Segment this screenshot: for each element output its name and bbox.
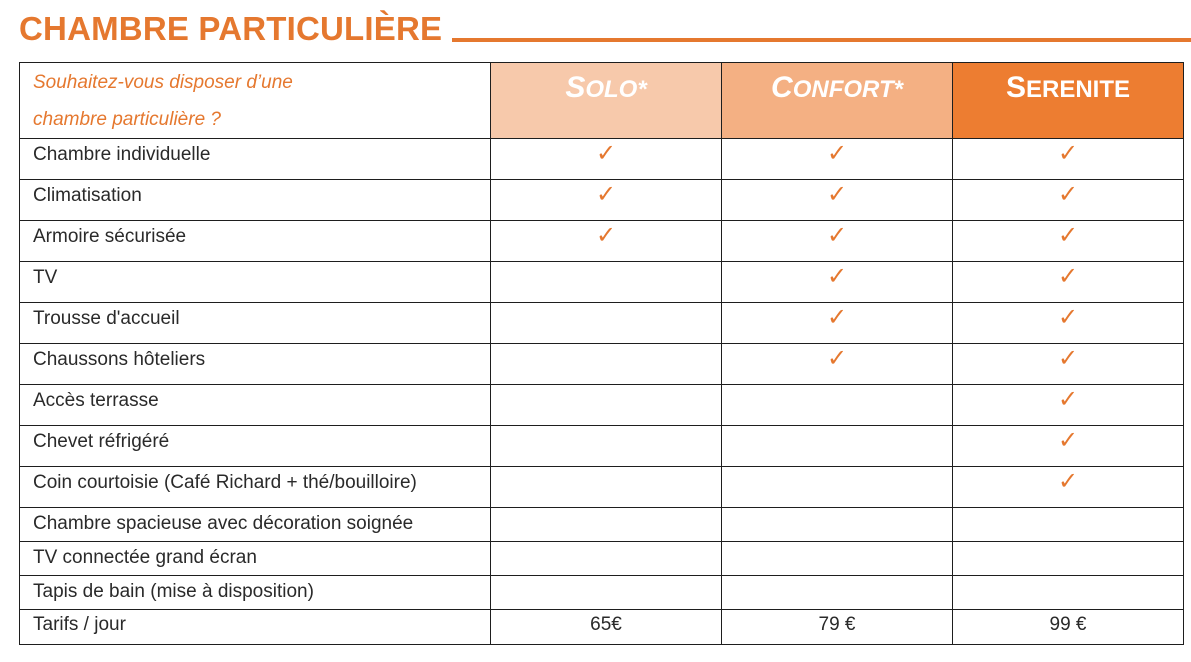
feature-cell xyxy=(491,385,722,426)
check-icon: ✓ xyxy=(1057,427,1079,454)
feature-label: Trousse d'accueil xyxy=(20,303,491,344)
feature-cell xyxy=(722,303,953,344)
check-icon: ✓ xyxy=(1057,181,1079,208)
check-icon: ✓ xyxy=(1057,468,1079,495)
feature-label: Chaussons hôteliers xyxy=(20,344,491,385)
feature-cell xyxy=(953,180,1184,221)
table-row xyxy=(20,180,1184,221)
check-icon: ✓ xyxy=(1057,140,1079,167)
feature-cell xyxy=(722,508,953,542)
feature-cell xyxy=(722,467,953,508)
title-underline xyxy=(452,38,1191,42)
feature-cell xyxy=(722,576,953,610)
feature-cell xyxy=(491,139,722,180)
feature-cell xyxy=(953,221,1184,262)
table-row xyxy=(20,508,1184,542)
feature-cell xyxy=(491,467,722,508)
feature-cell xyxy=(953,542,1184,576)
check-icon: ✓ xyxy=(826,263,848,290)
feature-cell xyxy=(722,180,953,221)
feature-cell xyxy=(491,576,722,610)
feature-cell xyxy=(953,467,1184,508)
feature-cell xyxy=(491,303,722,344)
tier-solo-initial: S xyxy=(565,71,586,104)
tier-confort-rest: ONFORT* xyxy=(792,76,903,103)
question-cell xyxy=(20,63,491,139)
feature-label: TV xyxy=(20,262,491,303)
check-icon: ✓ xyxy=(595,222,617,249)
feature-label: Chambre individuelle xyxy=(20,139,491,180)
check-icon: ✓ xyxy=(1057,345,1079,372)
feature-cell xyxy=(953,426,1184,467)
feature-cell xyxy=(722,426,953,467)
tier-solo-rest: OLO* xyxy=(585,76,647,103)
feature-cell xyxy=(953,508,1184,542)
price-value: 99 € xyxy=(953,610,1184,645)
check-icon: ✓ xyxy=(826,345,848,372)
feature-label: Tapis de bain (mise à disposition) xyxy=(20,576,491,610)
feature-label: Coin courtoisie (Café Richard + thé/bouilloire) xyxy=(20,467,491,508)
table-row xyxy=(20,139,1184,180)
check-icon: ✓ xyxy=(826,181,848,208)
feature-label: Chevet réfrigéré xyxy=(20,426,491,467)
feature-cell xyxy=(491,508,722,542)
check-icon: ✓ xyxy=(1057,304,1079,331)
feature-label: Climatisation xyxy=(20,180,491,221)
check-icon: ✓ xyxy=(595,140,617,167)
feature-cell xyxy=(722,221,953,262)
check-icon: ✓ xyxy=(1057,222,1079,249)
table-row xyxy=(20,542,1184,576)
table-row xyxy=(20,385,1184,426)
tier-header-solo xyxy=(491,63,722,139)
feature-cell xyxy=(953,262,1184,303)
check-icon: ✓ xyxy=(595,181,617,208)
table-row xyxy=(20,344,1184,385)
check-icon: ✓ xyxy=(826,304,848,331)
feature-cell xyxy=(722,385,953,426)
feature-cell xyxy=(491,262,722,303)
check-icon: ✓ xyxy=(1057,263,1079,290)
feature-cell xyxy=(953,344,1184,385)
feature-label: Armoire sécurisée xyxy=(20,221,491,262)
comparison-table xyxy=(19,62,1184,645)
feature-cell xyxy=(722,344,953,385)
feature-label: Accès terrasse xyxy=(20,385,491,426)
price-row xyxy=(20,610,1184,645)
header-row xyxy=(20,63,1184,139)
feature-cell xyxy=(953,576,1184,610)
feature-label: TV connectée grand écran xyxy=(20,542,491,576)
feature-cell xyxy=(491,180,722,221)
tier-serenite-rest: ERENITE xyxy=(1026,76,1131,103)
feature-cell xyxy=(491,344,722,385)
feature-cell xyxy=(953,385,1184,426)
feature-cell xyxy=(722,139,953,180)
table-row xyxy=(20,426,1184,467)
feature-cell xyxy=(491,221,722,262)
feature-label: Chambre spacieuse avec décoration soignée xyxy=(20,508,491,542)
table-row xyxy=(20,467,1184,508)
tier-header-serenite xyxy=(953,63,1184,139)
price-value: 65€ xyxy=(491,610,722,645)
price-value: 79 € xyxy=(722,610,953,645)
check-icon: ✓ xyxy=(826,222,848,249)
price-label: Tarifs / jour xyxy=(20,610,491,645)
question-line-1: Souhaitez-vous disposer d’une xyxy=(33,72,293,93)
table-row xyxy=(20,303,1184,344)
check-icon: ✓ xyxy=(1057,386,1079,413)
feature-cell xyxy=(953,139,1184,180)
table-row xyxy=(20,576,1184,610)
table-row xyxy=(20,262,1184,303)
feature-cell xyxy=(491,542,722,576)
question-line-2: chambre particulière ? xyxy=(33,109,221,130)
feature-cell xyxy=(491,426,722,467)
check-icon: ✓ xyxy=(826,140,848,167)
tier-header-confort xyxy=(722,63,953,139)
feature-cell xyxy=(722,542,953,576)
feature-cell xyxy=(953,303,1184,344)
table-row xyxy=(20,221,1184,262)
feature-cell xyxy=(722,262,953,303)
tier-confort-initial: C xyxy=(771,71,793,104)
page-title: CHAMBRE PARTICULIÈRE xyxy=(19,10,443,47)
tier-serenite-initial: S xyxy=(1005,71,1026,104)
